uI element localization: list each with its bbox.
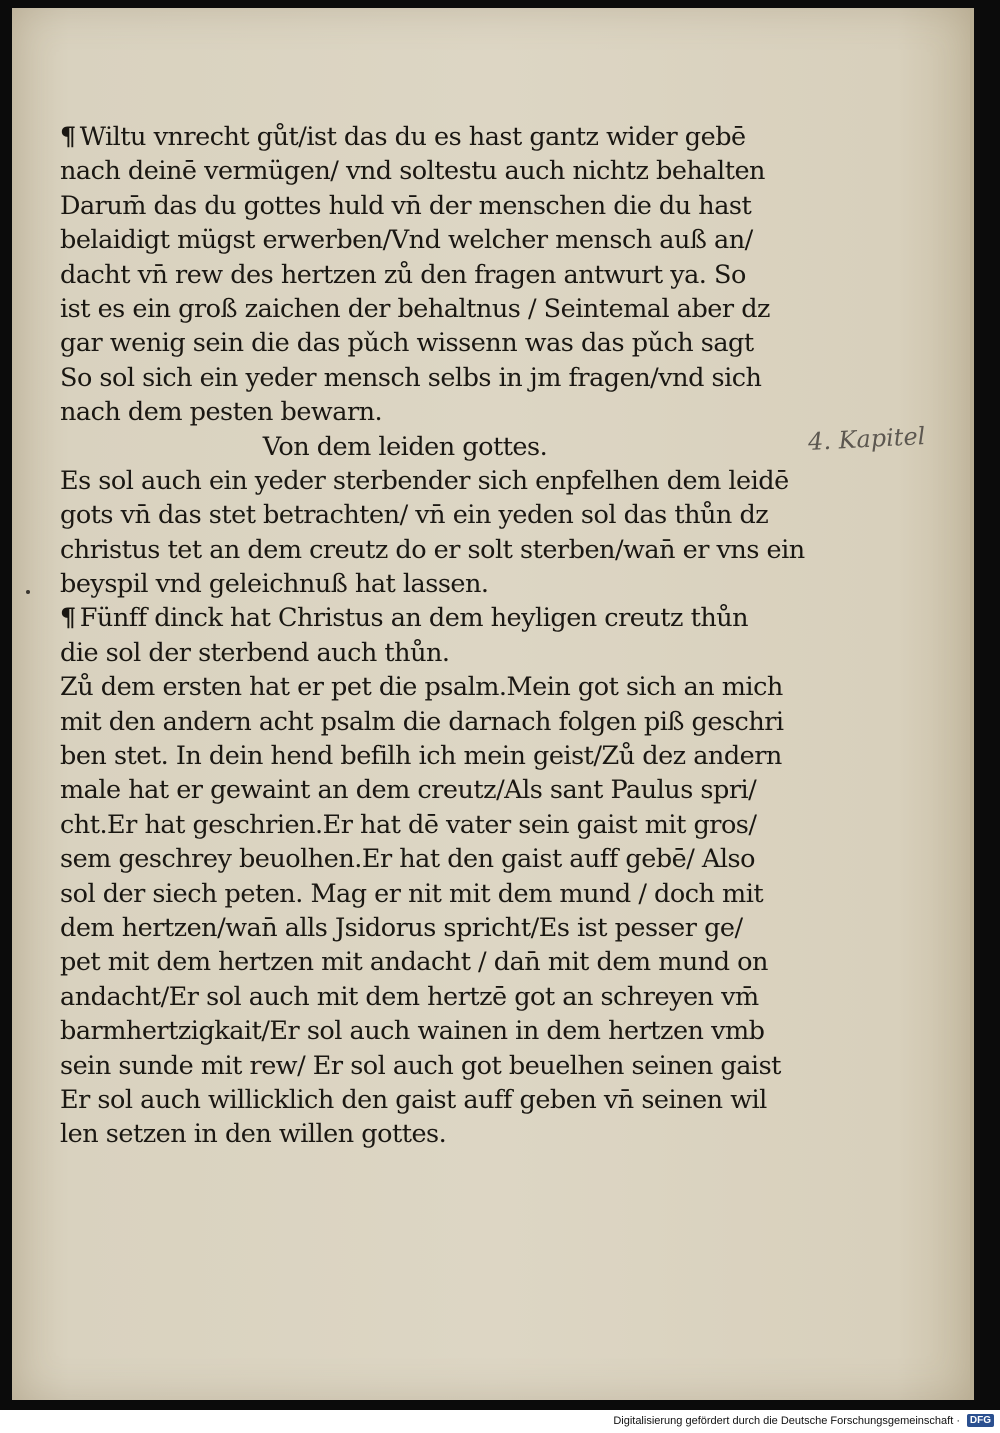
line-text: pet mit dem hertzen mit andacht / dan̄ mit dem mund on bbox=[60, 947, 768, 978]
line-text: gots vn̄ das stet betrachten/ vn̄ ein yeden sol das thůn dz bbox=[60, 500, 769, 531]
dfg-logo: DFG bbox=[967, 1414, 994, 1427]
text-line bbox=[60, 877, 790, 911]
text-line bbox=[60, 911, 790, 945]
footer-bar bbox=[0, 1410, 1000, 1433]
text-line bbox=[60, 258, 790, 292]
line-text: Wiltu vnrecht gůt/ist das du es hast gantz wider gebē bbox=[79, 122, 746, 152]
line-text: Er sol auch willicklich den gaist auff geben vn̄ seinen wil bbox=[60, 1084, 767, 1115]
text-line bbox=[60, 1117, 790, 1151]
line-text: mit den andern acht psalm die darnach folgen piß geschri bbox=[60, 706, 784, 737]
footer-credit: Digitalisierung gefördert durch die Deutsche Forschungsgemeinschaft · bbox=[613, 1415, 960, 1427]
line-text: christus tet an dem creutz do er solt sterben/wan̄ er vns ein bbox=[60, 534, 805, 565]
line-text: Von dem leiden gottes. bbox=[262, 431, 548, 462]
line-text: Es sol auch ein yeder sterbender sich enpfelhen dem leidē bbox=[60, 465, 789, 496]
line-text: barmhertzigkait/Er sol auch wainen in dem hertzen vmb bbox=[60, 1016, 765, 1047]
text-line bbox=[60, 945, 790, 979]
pilcrow-mark: ¶ bbox=[60, 603, 76, 634]
text-line bbox=[60, 154, 790, 188]
text-line bbox=[60, 567, 790, 601]
text-line bbox=[60, 223, 790, 257]
pilcrow-mark: ¶ bbox=[60, 122, 76, 152]
line-text: cht.Er hat geschrien.Er hat dē vater sein gaist mit gros/ bbox=[60, 809, 757, 840]
line-text: nach dem pesten bewarn. bbox=[60, 397, 383, 428]
line-text: sem geschrey beuolhen.Er hat den gaist auff gebē/ Also bbox=[60, 844, 755, 875]
text-line bbox=[60, 739, 790, 773]
line-text: nach deinē vermügen/ vnd soltestu auch nichtz behalten bbox=[60, 156, 765, 187]
line-text: Zů dem ersten hat er pet die psalm.Mein got sich an mich bbox=[60, 672, 783, 703]
line-text: dem hertzen/wan̄ alls Jsidorus spricht/Es ist pesser ge/ bbox=[60, 912, 743, 943]
text-line bbox=[60, 120, 790, 154]
line-text: sol der siech peten. Mag er nit mit dem mund / doch mit bbox=[60, 878, 764, 909]
line-text: ben stet. In dein hend befilh ich mein geist/Zů dez andern bbox=[60, 741, 782, 772]
text-line bbox=[60, 842, 790, 876]
text-line bbox=[60, 326, 790, 360]
line-text: Fünff dinck hat Christus an dem heyligen creutz thůn bbox=[79, 603, 749, 634]
text-line bbox=[60, 1049, 790, 1083]
margin-mark bbox=[26, 590, 30, 594]
text-line bbox=[60, 601, 790, 635]
line-text: belaidigt mügst erwerben/Vnd welcher mensch auß an/ bbox=[60, 225, 753, 256]
text-line bbox=[60, 395, 790, 429]
line-text: male hat er gewaint an dem creutz/Als sant Paulus spri/ bbox=[60, 775, 757, 806]
text-line bbox=[60, 533, 805, 567]
page-edge bbox=[970, 8, 974, 1400]
text-line bbox=[60, 636, 790, 670]
line-text: gar wenig sein die das pǔch wissenn was das pǔch sagt bbox=[60, 328, 754, 359]
text-line bbox=[60, 361, 790, 395]
margin-note: 4. Kapitel bbox=[807, 421, 926, 457]
line-text: Darum̄ das du gottes huld vn̄ der menschen die du hast bbox=[60, 190, 752, 221]
line-text: So sol sich ein yeder mensch selbs in jm fragen/vnd sich bbox=[60, 362, 762, 393]
text-line bbox=[60, 670, 790, 704]
text-line bbox=[60, 773, 790, 807]
text-line bbox=[60, 292, 790, 326]
text-line bbox=[60, 464, 790, 498]
text-line bbox=[60, 1083, 790, 1117]
text-line bbox=[60, 1014, 790, 1048]
line-text: andacht/Er sol auch mit dem hertzē got an schreyen vm̄ bbox=[60, 981, 759, 1012]
line-text: beyspil vnd geleichnuß hat lassen. bbox=[60, 569, 489, 600]
text-line bbox=[60, 430, 790, 464]
text-line bbox=[60, 980, 790, 1014]
page-text bbox=[60, 120, 805, 1152]
line-text: sein sunde mit rew/ Er sol auch got beuelhen seinen gaist bbox=[60, 1050, 781, 1081]
line-text: ist es ein groß zaichen der behaltnus / Seintemal aber dz bbox=[60, 293, 770, 324]
line-text: len setzen in den willen gottes. bbox=[60, 1119, 447, 1150]
line-text: die sol der sterbend auch thůn. bbox=[60, 637, 450, 668]
text-line bbox=[60, 498, 790, 532]
text-line bbox=[60, 705, 790, 739]
text-line bbox=[60, 189, 790, 223]
text-line bbox=[60, 808, 790, 842]
line-text: dacht vn̄ rew des hertzen zů den fragen antwurt ya. So bbox=[60, 259, 746, 290]
